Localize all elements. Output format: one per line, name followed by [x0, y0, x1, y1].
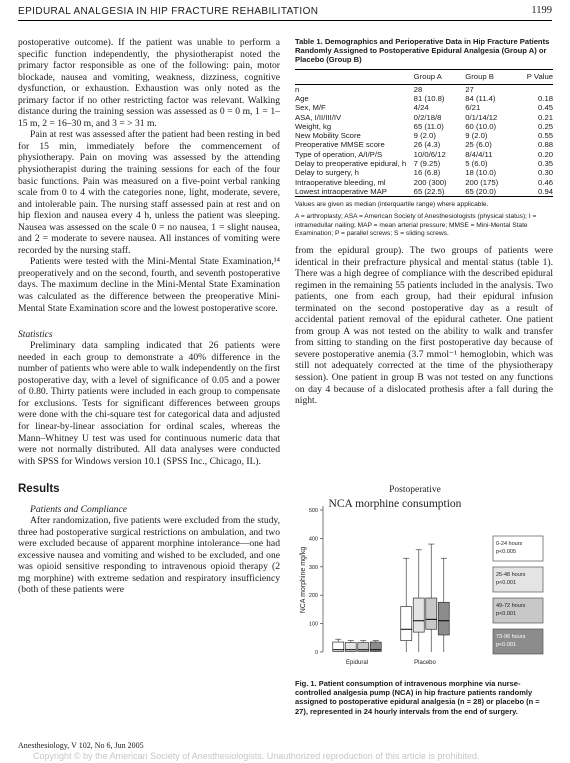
box-plot-chart — [295, 480, 553, 680]
table-cell: 65 (11.0) — [413, 121, 444, 131]
table-cell: 0/2/18/8 — [413, 112, 442, 122]
table-cell: 65 (22.5) — [413, 186, 445, 196]
table-cell: 200 (175) — [465, 177, 499, 187]
table-cell: 0.30 — [538, 168, 553, 178]
table-row — [295, 113, 553, 122]
legend-label: 73-96 hours — [496, 634, 526, 640]
legend-label: 25-48 hours — [496, 572, 526, 578]
table-cell: Weight, kg — [295, 121, 332, 131]
figure-caption: Fig. 1. Patient consumption of intravenous morphine via nurse-controlled analgesia pump (NCA) in hip fracture patients randomly assigned to postoperative epidural analgesia (n = 28) or placebo (n = 27), represented in 24 hourly intervals from the end of surgery. — [295, 679, 540, 716]
table-cell: Sex, M/F — [295, 103, 326, 113]
table-row — [295, 84, 553, 94]
running-title: EPIDURAL ANALGESIA IN HIP FRACTURE REHABILITATION — [18, 6, 319, 17]
table-cell: Delay to preoperative epidural, h — [295, 158, 407, 168]
y-tick-label: 300 — [308, 564, 318, 571]
table-cell: Preoperative MMSE score — [295, 140, 385, 150]
category-label: Epidural — [345, 660, 369, 666]
page-number: 1199 — [531, 5, 552, 16]
paragraph-mmse: Patients were tested with the Mini-Mental State Examination,¹⁴ preoperatively and on the second, fourth, and seventh postoperative days. The maximum decline in the Mini-Mental State Examination was calculated as the difference between the preoperative Mini-Mental State Examination score and the lowest postoperative score. — [18, 256, 280, 314]
results-heading: Results — [18, 483, 60, 496]
table-cell: New Mobility Score — [295, 131, 361, 141]
table-header-cell: Group B — [465, 72, 494, 82]
table-cell: Lowest intraoperative MAP — [295, 186, 387, 196]
table-cell: 0.94 — [538, 186, 553, 196]
paragraph-statistics: Preliminary data sampling indicated that 26 patients were needed in each group to demonstrate a 40% difference in the number of patients who were able to walk independently on the first postoperative day, with a level of significance of 0.05 and a power of 0.80. Thirty patients were included in each group to compensate for exclusions. Tests for significant differences between groups were done with the chi-square test for categorical data and adjusted for linear-by-linear association for ordinal scales, whereas the Mann–Whitney U test was used for continuous numeric data that were not normally distributed. All data analyses were conducted with SPSS for Windows version 10.1 (SPSS Inc., Chicago, IL). — [18, 340, 280, 467]
table-cell: 9 (2.0) — [465, 131, 488, 141]
left-column — [18, 37, 280, 596]
statistics-heading: Statistics — [18, 329, 53, 341]
running-header — [18, 0, 552, 22]
table-cell — [519, 84, 553, 94]
table-cell: 6/21 — [465, 103, 481, 113]
table-cell: 18 (10.0) — [465, 168, 497, 178]
table-cell: 9 (2.0) — [413, 131, 436, 141]
table-cell: 0.20 — [538, 149, 553, 159]
table-cell: 0/1/14/12 — [465, 112, 498, 122]
chart-title: NCA morphine consumption — [328, 498, 462, 510]
table-cell: Type of operation, A/I/P/S — [295, 149, 383, 159]
table-cell: Delay to surgery, h — [295, 168, 359, 178]
table-caption: Table 1. Demographics and Perioperative Data in Hip Fracture Patients Randomly Assigned to Postoperative Epidural Analgesia (Group A) or Placebo (Group B) — [295, 37, 550, 65]
table-cell: 0.55 — [538, 131, 553, 141]
table-row — [295, 122, 553, 131]
table-cell: 0.18 — [538, 93, 553, 103]
legend-p-value: p<0.005 — [496, 549, 517, 555]
legend-label: 0-24 hours — [496, 541, 523, 547]
box — [426, 598, 437, 629]
table-row — [295, 187, 553, 197]
table-header-cell: Group A — [413, 72, 442, 82]
box — [438, 602, 449, 635]
table-row — [295, 131, 553, 140]
table-cell: 81 (10.8) — [413, 93, 445, 103]
table-note-values: Values are given as median (interquartile range) where applicable. — [295, 201, 489, 209]
y-axis-label: NCA morphine mg/kg — [300, 546, 307, 614]
table-cell: Intraoperative bleeding, ml — [295, 177, 386, 187]
paragraph-pain: Pain at rest was assessed after the patient had been resting in bed for 15 min, immediately before the commencement of physiotherapy. Pain on moving was assessed by the attending physiotherapist during the training sessions for each of the four basic functions. Pain was measured on a five-point verbal ranking scale from 0 to 4 with the categories none, light, moderate, severe, and intolerable pain. The nursing staff assessed pain at rest and on hip flexion and nausea every 4 h, unless the patient was sleeping. Nausea was assessed on the scale 0 = no nausea, 1 = slight nausea, and 2 = moderate to severe nausea. All instances of vomiting were recorded by the nursing staff. — [18, 129, 280, 256]
box — [401, 607, 412, 641]
category-label: Placebo — [414, 660, 436, 666]
paragraph-compliance-continued: from the epidural group). The two groups of patients were identical in their prefracture physical and mental status (table 1). There was a high degree of compliance with the described epidural regimen in the remaining 55 patients included in the analysis. Two patients, one from each group, had their epidural infusion terminated on the second postoperative day as a result of accidental patient removal of the epidural catheter. One patient from group A was not tested on the ability to walk and transfer from sitting to standing on the first postoperative day because of severe postoperative anemia (3.7 mmol⁻¹ hemoglobin, which was still not adequately corrected at the time of the physiotherapy session). One patient in group B was not tested on any functions on day 4 because of a dislocated prothesis after a fall during the night. — [295, 244, 553, 407]
table-cell: 0.46 — [538, 177, 553, 187]
table-cell: 0.35 — [538, 158, 553, 168]
table-cell: 0.21 — [538, 112, 553, 122]
legend-p-value: p<0.001 — [496, 611, 517, 617]
table-cell: 28 — [413, 84, 423, 94]
table-cell: 10/0/6/12 — [413, 149, 446, 159]
table-cell: 26 (4.3) — [413, 140, 441, 150]
header-rule — [18, 20, 552, 21]
table-cell: 27 — [465, 84, 474, 94]
table-cell: 200 (300) — [413, 177, 447, 187]
table-header-cell — [295, 69, 414, 84]
copyright-notice: Copyright © by the American Society of Anesthesiologists. Unauthorized reproduction of this article is prohibited. — [33, 751, 480, 761]
table-cell: 0.88 — [538, 140, 553, 150]
table-header-cell: P Value — [526, 72, 553, 82]
table-cell: 65 (20.0) — [465, 186, 497, 196]
table-cell: n — [295, 84, 300, 94]
table-row — [295, 150, 553, 159]
y-tick-label: 100 — [308, 621, 318, 628]
table-row — [295, 103, 553, 112]
paragraph-compliance: After randomization, five patients were excluded from the study, three had postoperative surgical restrictions on ambulation, and two were excluded because of apparent morphine intolerance—one had excessive nausea and vomiting and wished to be excluded, and one was opioid sensitive responding to intravenous opioid therapy (2 mg morphine) with extreme sedation and respiratory insufficiency (both of these patients were — [18, 515, 280, 596]
table-cell: 0.45 — [538, 103, 553, 113]
table-cell: ASA, I/II/III/IV — [295, 112, 342, 122]
table-row — [295, 168, 553, 177]
y-tick-label: 500 — [308, 508, 318, 514]
table-cell: 25 (6.0) — [465, 140, 492, 150]
compliance-heading: Patients and Compliance — [30, 504, 127, 516]
chart-subtitle: Postoperative — [389, 485, 441, 495]
y-tick-label: 400 — [308, 536, 318, 543]
legend-p-value: p<0.001 — [496, 580, 517, 586]
legend-label: 49-72 hours — [496, 603, 526, 609]
table-row — [295, 178, 553, 187]
table-cell: 60 (10.0) — [465, 121, 497, 131]
y-tick-label: 200 — [308, 593, 318, 600]
table-cell: 5 (6.0) — [465, 158, 488, 168]
table-note-abbreviations: A = arthroplasty; ASA = American Society of Anesthesiologists (physical status); I = intramedullar nailing; MAP = mean arterial pressure; MMSE = Mini-Mental State Examination; P = parallel screws; S = sliding screws. — [295, 213, 537, 237]
demographics-table — [295, 69, 553, 198]
table-cell: 8/4/4/11 — [465, 149, 493, 159]
table-cell: 4/24 — [413, 103, 429, 113]
table-cell: 7 (9.25) — [413, 158, 441, 168]
table-row — [295, 159, 553, 168]
right-column — [295, 37, 553, 407]
table-row — [295, 94, 553, 103]
legend-p-value: p<0.001 — [496, 642, 517, 648]
journal-footer: Anesthesiology, V 102, No 6, Jun 2005 — [18, 741, 144, 750]
table-cell: 84 (11.4) — [465, 93, 496, 103]
table-row — [295, 140, 553, 149]
table-cell: 16 (6.8) — [413, 168, 441, 178]
table-cell: Age — [295, 93, 309, 103]
table-header-row — [295, 69, 553, 84]
paragraph-functions: postoperative outcome). If the patient was unable to perform a specific function independently, the physiotherapist noted the primary factor responsible as one of the following: pain, motor blockade, nausea and vomiting, weakness, dizziness, cognitive dysfunction, or exhaustion. Exhaustion was only noted as the primary factor if no other restricting factor was relevant. Walking distance during the training session was assessed as 0 = 0 m, 1 = 1–15 m, 2 = 16–30 m, and 3 = > 31 m. — [18, 37, 280, 129]
y-tick-label: 0 — [314, 650, 318, 656]
table-cell: 0.25 — [538, 121, 553, 131]
box — [413, 598, 424, 632]
figure-1 — [295, 480, 553, 680]
